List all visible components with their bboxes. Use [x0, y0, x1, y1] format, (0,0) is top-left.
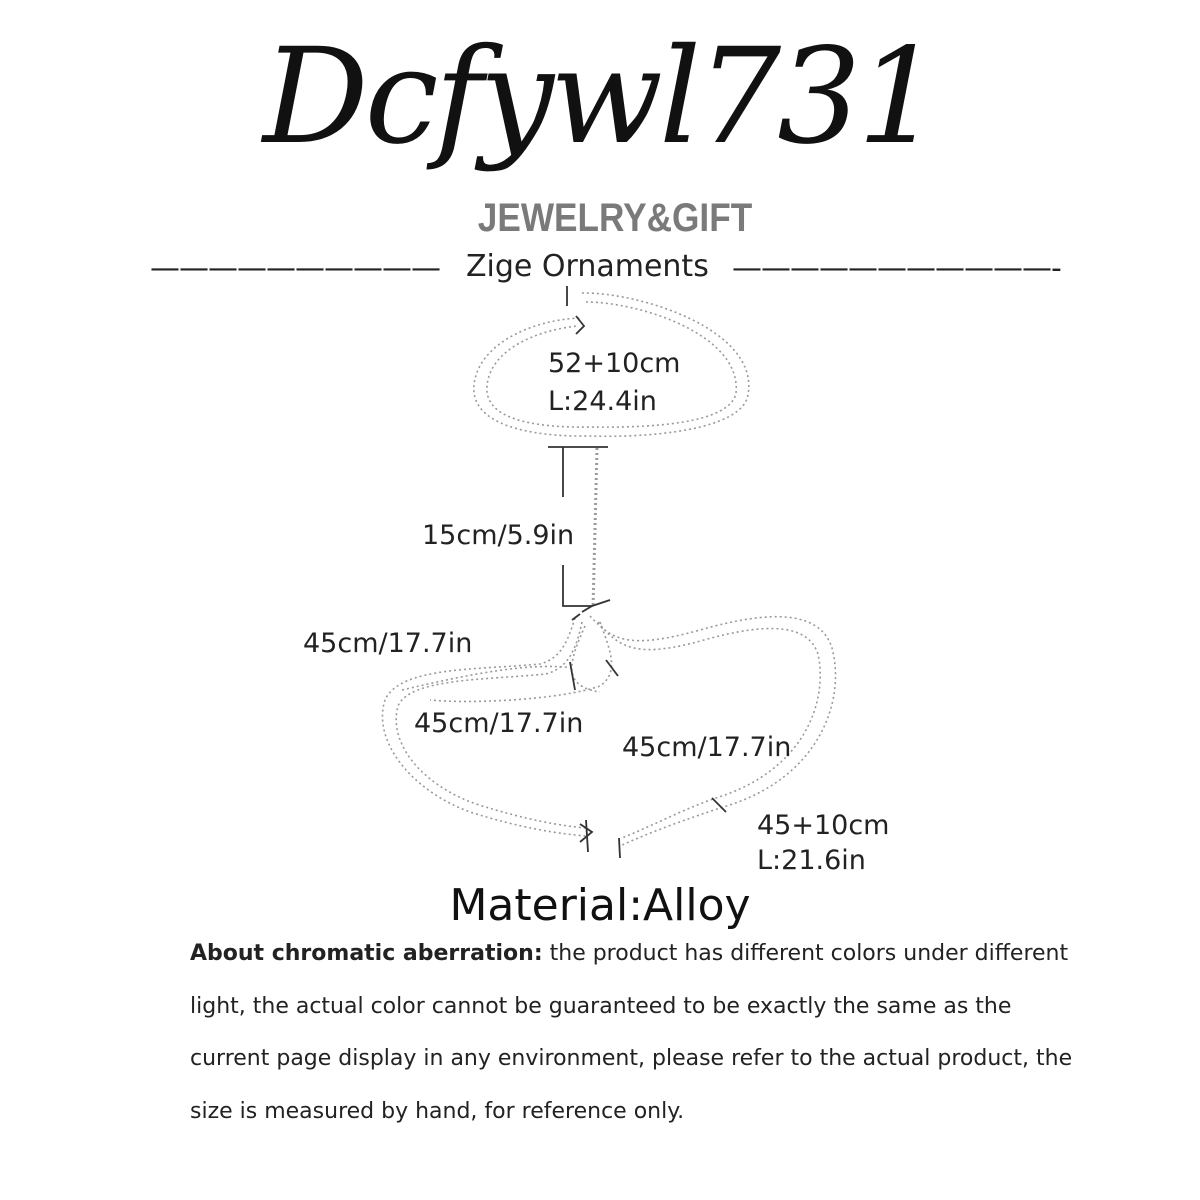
necklace-length-inch-label: L:24.4in — [548, 386, 657, 417]
brand-logo: Dcfywl731 — [262, 20, 938, 174]
body-chain-cross-2 — [572, 626, 600, 692]
body-inner-right-length-label: 45cm/17.7in — [622, 732, 792, 763]
note-body: the product has different colors under different light, the actual color cannot be guaranteed to be exactly the same as the current page display in any environment, please refer to the actual product, the size is measured by hand, for reference only. — [190, 941, 1073, 1124]
waist-length-inch-label: L:21.6in — [757, 845, 866, 876]
section-divider-right: ———————————- — [732, 251, 1061, 286]
section-divider-left: —————————— — [150, 251, 440, 286]
body-end-marker-left — [586, 820, 588, 852]
chromatic-aberration-note — [190, 928, 1090, 1138]
necklace-arrow-icon — [576, 316, 584, 334]
note-title: About chromatic aberration: — [190, 941, 543, 966]
body-outer-length-label: 45cm/17.7in — [303, 628, 473, 659]
body-marker-right — [606, 660, 618, 676]
body-marker-top-right — [572, 614, 580, 620]
body-marker-lower-right — [712, 798, 726, 812]
brand-tagline: JEWELRY&GIFT — [477, 196, 753, 240]
necklace-length-label: 52+10cm — [548, 348, 681, 379]
body-chain-outer-2 — [598, 622, 820, 838]
body-marker-left — [570, 662, 575, 690]
body-end-marker-right — [619, 838, 620, 858]
material-label: Material:Alloy — [449, 880, 751, 931]
connector-chain — [593, 448, 597, 608]
connector-length-label: 15cm/5.9in — [422, 520, 575, 551]
section-title: Zige Ornaments — [466, 249, 709, 284]
body-inner-left-length-label: 45cm/17.7in — [414, 708, 584, 739]
waist-length-label: 45+10cm — [757, 810, 890, 841]
